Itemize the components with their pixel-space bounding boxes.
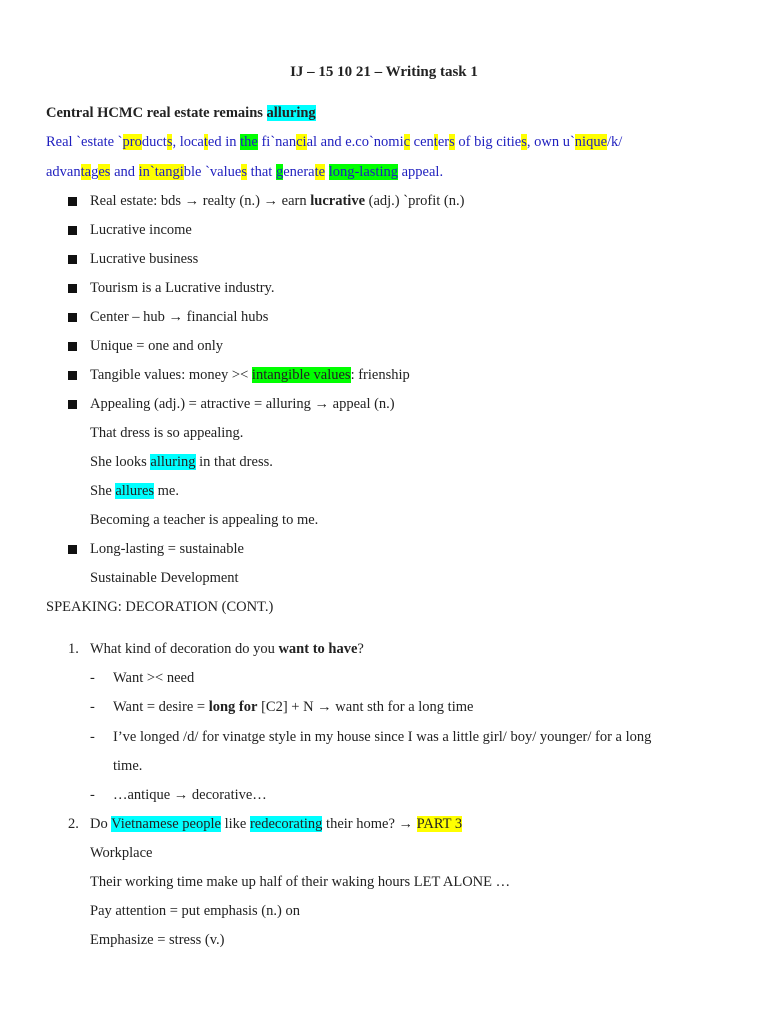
bullet-item: Appealing (adj.) = atractive = alluring → appeal (n.) xyxy=(90,396,395,412)
highlighted-run: redecorating xyxy=(249,816,323,832)
highlighted-run: s xyxy=(241,164,247,180)
q1-note: Want >< need xyxy=(113,670,195,686)
highlighted-run: t xyxy=(433,134,438,150)
q2-line: Pay attention = put emphasis (n.) on xyxy=(90,903,300,919)
text-run: g xyxy=(91,164,99,180)
text-run: of big citie xyxy=(454,134,522,150)
intro-line-1 xyxy=(46,132,622,152)
text-run: fi`nan xyxy=(257,134,297,150)
text-run: er xyxy=(437,134,450,150)
example-line: Sustainable Development xyxy=(90,570,239,586)
text-run: that xyxy=(246,164,276,180)
bullet-square-icon xyxy=(68,545,77,554)
example-line: That dress is so appealing. xyxy=(90,425,244,441)
highlighted-run: g xyxy=(275,164,284,180)
highlighted-run: gi xyxy=(172,164,184,180)
bullet-square-icon xyxy=(68,226,77,235)
text-run: cen xyxy=(410,134,434,150)
q2-line: Their working time make up half of their waking hours LET ALONE … xyxy=(90,874,511,890)
section-heading xyxy=(46,103,316,123)
text-run: Do xyxy=(90,816,112,832)
bullet-item: Lucrative business xyxy=(90,251,199,267)
dash-marker: - xyxy=(90,729,95,745)
bullet-item: Tangible values: money >< intangible values: frienship xyxy=(90,367,410,383)
bullet-square-icon xyxy=(68,342,77,351)
highlighted-run: long-lasting xyxy=(328,164,398,180)
text-run: ed in xyxy=(207,134,241,150)
bullet-square-icon xyxy=(68,400,77,409)
highlighted-run: s xyxy=(449,134,455,150)
bullet-item: Tourism is a Lucrative industry. xyxy=(90,280,275,296)
highlighted-run: tan xyxy=(154,164,173,180)
bullet-item: Long-lasting = sustainable xyxy=(90,541,244,557)
q2-number: 2. xyxy=(68,816,79,832)
dash-marker: - xyxy=(90,787,95,803)
highlighted-run: c xyxy=(403,134,411,150)
heading-text: Central HCMC real estate remains xyxy=(46,105,267,121)
highlighted-run: PART 3 xyxy=(416,816,463,832)
q2-line: Workplace xyxy=(90,845,153,861)
text-run: duct xyxy=(141,134,167,150)
highlighted-run: t xyxy=(203,134,208,150)
intro-line-2 xyxy=(46,162,443,182)
highlighted-run: Vietnamese people xyxy=(111,816,221,832)
highlighted-run: es xyxy=(98,164,111,180)
bullet-item: Center – hub → financial hubs xyxy=(90,309,269,325)
highlighted-run: in` xyxy=(138,164,155,180)
highlighted-run: pro xyxy=(122,134,142,150)
heading-highlight: alluring xyxy=(266,105,316,121)
text-run: , loca xyxy=(172,134,204,150)
text-run: enera xyxy=(283,164,315,180)
question-2 xyxy=(90,814,462,834)
q1-note-continued: time. xyxy=(113,758,143,774)
highlighted-run: nique xyxy=(574,134,608,150)
example-line: She looks alluring in that dress. xyxy=(90,454,273,470)
highlighted-run: te xyxy=(314,164,326,180)
highlighted-run: s xyxy=(521,134,527,150)
bullet-item: Unique = one and only xyxy=(90,338,224,354)
highlighted-run: ci xyxy=(296,134,307,150)
q1-number: 1. xyxy=(68,641,79,657)
example-line: She allures me. xyxy=(90,483,179,499)
example-line: Becoming a teacher is appealing to me. xyxy=(90,512,319,528)
doc-title: IJ – 15 10 21 – Writing task 1 xyxy=(290,64,478,80)
bullet-item: Lucrative income xyxy=(90,222,192,238)
q1-note: …antique → decorative… xyxy=(113,787,267,803)
highlighted-run: the xyxy=(240,134,258,150)
text-run: ble `value xyxy=(183,164,242,180)
bullet-item: Real estate: bds → realty (n.) → earn lucrative (adj.) `profit (n.) xyxy=(90,193,465,209)
dash-marker: - xyxy=(90,670,95,686)
text-run: al and e.co`nomi xyxy=(306,134,404,150)
q1-note: Want = desire = long for [C2] + N → want sth for a long time xyxy=(113,699,474,715)
dash-marker: - xyxy=(90,699,95,715)
text-run: their home? → xyxy=(322,816,417,832)
text-run: like xyxy=(220,816,250,832)
text-run: advan xyxy=(46,164,81,180)
bullet-square-icon xyxy=(68,197,77,206)
text-run: /k/ xyxy=(607,134,623,150)
highlighted-run: s xyxy=(166,134,173,150)
speaking-heading: SPEAKING: DECORATION (CONT.) xyxy=(46,599,274,615)
text-run: , own u` xyxy=(526,134,575,150)
bullet-square-icon xyxy=(68,284,77,293)
bullet-square-icon xyxy=(68,371,77,380)
bullet-square-icon xyxy=(68,255,77,264)
text-run: appeal. xyxy=(397,164,444,180)
text-run: and xyxy=(110,164,139,180)
highlighted-run: ta xyxy=(80,164,92,180)
text-run: Real `estate ` xyxy=(46,134,123,150)
q2-line: Emphasize = stress (v.) xyxy=(90,932,225,948)
question-1: What kind of decoration do you want to have? xyxy=(90,641,364,657)
q1-note: I’ve longed /d/ for vinatge style in my house since I was a little girl/ boy/ younger/ for a long xyxy=(113,729,652,745)
bullet-square-icon xyxy=(68,313,77,322)
